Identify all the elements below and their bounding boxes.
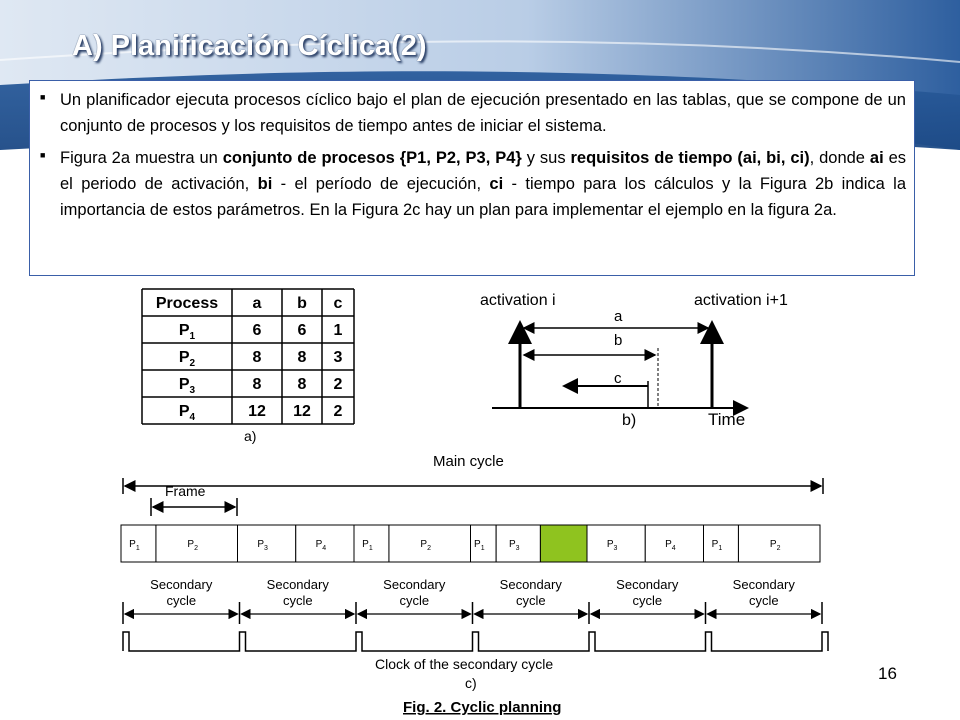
- slot-subscript: 1: [368, 545, 373, 552]
- slot-label: $P_1$: [129, 539, 140, 552]
- label-b: b: [614, 332, 623, 349]
- process-subscript: 1: [189, 331, 196, 342]
- slot-subscript: 1: [135, 545, 140, 552]
- figure-a-caption: a): [244, 428, 257, 444]
- table-value-cell: 2: [333, 376, 343, 393]
- process-slot: [704, 525, 739, 562]
- bullet-text: [60, 87, 906, 139]
- time-label: Time: [708, 410, 746, 429]
- table-value-cell: 8: [252, 349, 262, 366]
- figure-title: Fig. 2. Cyclic planning: [403, 699, 562, 716]
- table-header-cell: Process: [155, 295, 219, 312]
- activation-i-label: activation i: [480, 292, 556, 309]
- slot-label: $P_4$: [315, 539, 327, 552]
- slot-label: $P_2$: [769, 539, 781, 552]
- slot-label: $P_1$: [474, 539, 485, 552]
- secondary-cycle-label: Secondary: [150, 577, 213, 592]
- text-run: , donde: [809, 149, 870, 167]
- figure-b-caption: b): [622, 412, 637, 429]
- process-slot: [121, 525, 156, 562]
- text-run: es el periodo de activación,: [60, 149, 906, 193]
- table-process-cell: $P_3$: [178, 376, 196, 396]
- secondary-cycle-label: cycle: [515, 593, 546, 608]
- secondary-cycle-label: cycle: [632, 593, 663, 608]
- process-slot: [354, 525, 389, 562]
- process-subscript: 2: [189, 358, 196, 369]
- slot-label: $P_1$: [711, 539, 723, 552]
- table-value-cell: 6: [252, 322, 262, 339]
- table-header-cell: a: [252, 295, 262, 312]
- figure-c-cyclic-plan: [113, 446, 837, 720]
- label-a: a: [614, 308, 623, 325]
- bullet-item: [38, 87, 906, 139]
- process-slot: [156, 525, 238, 562]
- text-run: - tiempo para los cálculos y la Figura 2b indica la importancia de estos parámetros. En la Figura 2c hay un plan para implementar el ejemplo en la figura 2a.: [60, 175, 906, 219]
- slot-label: $P_2$: [187, 539, 199, 552]
- figure-c-caption: c): [465, 675, 477, 691]
- table-header-cell: c: [333, 295, 343, 312]
- table-header-cell: b: [297, 295, 307, 312]
- secondary-cycle-label: Secondary: [383, 577, 446, 592]
- process-slot: [496, 525, 540, 562]
- secondary-cycle-label: cycle: [166, 593, 197, 608]
- secondary-cycle-label: Secondary: [732, 577, 795, 592]
- table-value-cell: 8: [252, 376, 262, 393]
- secondary-cycle-label: Secondary: [499, 577, 562, 592]
- secondary-cycle-label: cycle: [748, 593, 779, 608]
- slot-subscript: 1: [480, 545, 485, 552]
- bold-text-run: conjunto de procesos {P1, P2, P3, P4}: [222, 149, 522, 167]
- process-slot: [738, 525, 820, 562]
- clock-label: Clock of the secondary cycle: [375, 656, 554, 672]
- secondary-cycle-label: Secondary: [616, 577, 679, 592]
- slot-subscript: 3: [613, 545, 618, 552]
- slot-label: $P_3$: [606, 539, 618, 552]
- bullet-text: [60, 145, 906, 223]
- text-run: - el período de ejecución,: [272, 175, 490, 193]
- bold-text-run: requisitos de tiempo (ai, bi, ci): [570, 149, 810, 167]
- secondary-cycle-label: cycle: [399, 593, 430, 608]
- table-value-cell: 12: [248, 403, 266, 420]
- slot-subscript: 2: [427, 545, 432, 552]
- idle-slot: [540, 525, 587, 562]
- secondary-cycle-label: Secondary: [266, 577, 329, 592]
- slot-subscript: 2: [194, 545, 199, 552]
- table-value-cell: 2: [333, 403, 343, 420]
- square-bullet-icon: ■: [40, 150, 46, 160]
- slot-subscript: 4: [322, 545, 327, 552]
- process-slot: [645, 525, 703, 562]
- bold-text-run: ci: [489, 175, 504, 193]
- process-slot: [389, 525, 471, 562]
- table-value-cell: 6: [297, 322, 307, 339]
- text-run: y sus: [521, 149, 571, 167]
- process-slot: [296, 525, 354, 562]
- slot-label: $P_3$: [508, 539, 520, 552]
- table-process-cell: $P_4$: [178, 403, 196, 423]
- table-value-cell: 3: [333, 349, 343, 366]
- square-bullet-icon: ■: [40, 92, 46, 102]
- table-process-cell: $P_1$: [178, 322, 196, 342]
- figure-b-timing-diagram: [472, 283, 810, 440]
- bullet-text-box: [29, 80, 915, 276]
- slot-label: $P_3$: [257, 539, 268, 552]
- slot-subscript: 4: [671, 545, 676, 552]
- slot-subscript: 3: [515, 545, 520, 552]
- text-run: Figura 2a muestra un: [60, 149, 223, 167]
- label-c: c: [614, 370, 622, 387]
- figure-a-process-table: [134, 283, 362, 449]
- main-cycle-label: Main cycle: [433, 453, 504, 470]
- slot-subscript: 3: [264, 545, 268, 552]
- table-value-cell: 1: [333, 322, 343, 339]
- slot-label: $P_2$: [420, 539, 432, 552]
- text-run: Un planificador ejecuta procesos cíclico bajo el plan de ejecución presentado en las tablas, que se compone de un conjunto de procesos y los requisitos de tiempo antes de iniciar el sistema.: [60, 91, 906, 135]
- page-number: 16: [878, 664, 897, 683]
- clock-waveform: [123, 632, 828, 651]
- process-slot: [587, 525, 645, 562]
- bold-text-run: ai: [869, 149, 884, 167]
- slot-label: $P_4$: [665, 539, 676, 552]
- table-value-cell: 12: [293, 403, 311, 420]
- table-value-cell: 8: [297, 349, 307, 366]
- slide-title: A) Planificación Cíclica(2): [72, 30, 427, 62]
- slot-subscript: 2: [776, 545, 781, 552]
- activation-i1-label: activation i+1: [694, 292, 788, 309]
- process-subscript: 3: [189, 385, 196, 396]
- slot-label: $P_1$: [362, 539, 373, 552]
- bullet-item: [38, 145, 906, 223]
- table-value-cell: 8: [297, 376, 307, 393]
- secondary-cycle-label: cycle: [282, 593, 313, 608]
- bold-text-run: bi: [257, 175, 273, 193]
- slot-subscript: 1: [718, 545, 723, 552]
- process-slot: [238, 525, 296, 562]
- table-process-cell: $P_2$: [178, 349, 196, 369]
- frame-label: Frame: [165, 483, 206, 499]
- process-subscript: 4: [189, 412, 196, 423]
